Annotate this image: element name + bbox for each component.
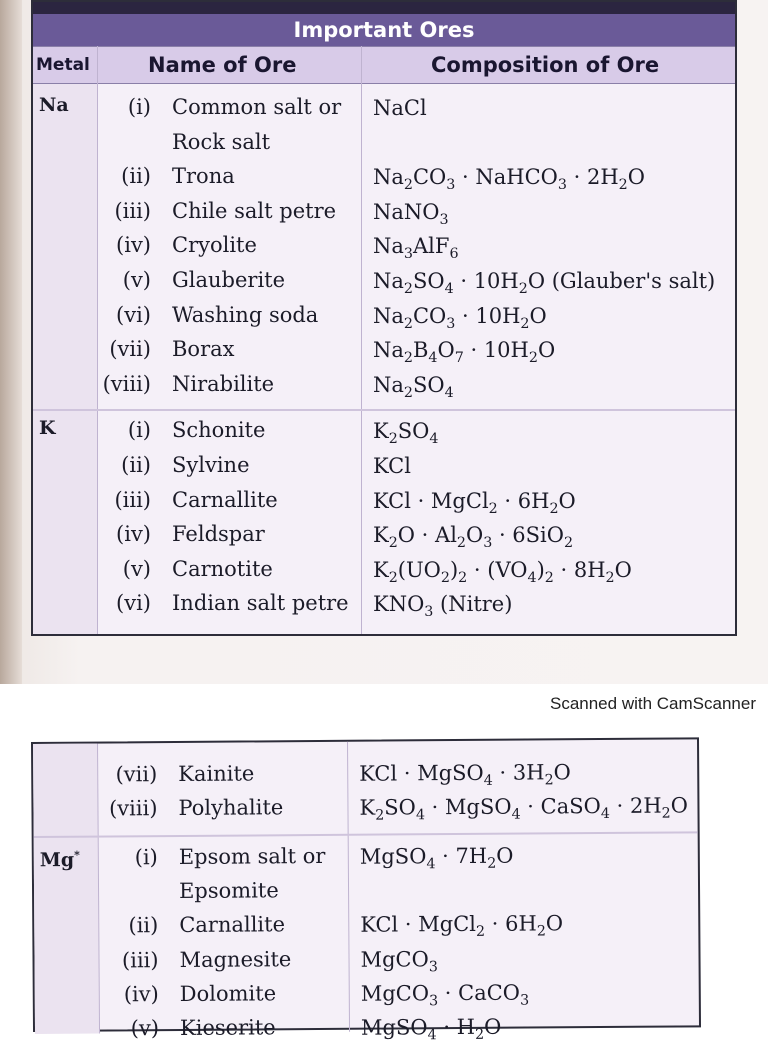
table-top-band bbox=[33, 2, 735, 14]
ore-composition: $K_2SO_4$ bbox=[373, 419, 439, 448]
table-title: Important Ores bbox=[33, 14, 735, 46]
ore-name: Trona bbox=[172, 164, 235, 189]
table-header-row bbox=[33, 46, 735, 84]
row-number: (vi) bbox=[116, 591, 151, 616]
ore-name: Borax bbox=[172, 337, 235, 362]
column-divider bbox=[347, 742, 350, 1032]
ore-name: Carnallite bbox=[179, 912, 286, 938]
ore-name: Indian salt petre bbox=[172, 591, 349, 616]
ore-composition: MgSO$_4$ · $H_2O$ bbox=[360, 1014, 502, 1044]
ore-composition: MgCO$_3$ · CaCO$_3$ bbox=[360, 980, 530, 1010]
ore-composition: KCl · MgCl$_2$ · $6H_2O$ bbox=[373, 488, 576, 517]
header-metal: Metal bbox=[36, 55, 90, 75]
header-composition: Composition of Ore bbox=[431, 53, 660, 77]
ore-composition: $K_2(UO_2)_2 \cdot (VO_4)_2 \cdot 8H_2O$ bbox=[373, 557, 632, 586]
ore-composition: $KNO_3$ (Nitre) bbox=[373, 592, 513, 621]
ore-composition: $Na_2SO_4$ bbox=[373, 372, 454, 401]
row-number: (i) bbox=[127, 418, 151, 443]
ore-composition: $Na_2SO_4 \cdot 10H_2O$ (Glauber's salt) bbox=[373, 269, 716, 297]
row-number: (viii) bbox=[108, 796, 158, 821]
row-number: (iv) bbox=[123, 981, 159, 1007]
group-separator bbox=[33, 409, 735, 411]
row-number: (i) bbox=[127, 95, 151, 119]
row-number: (viii) bbox=[102, 371, 151, 396]
ore-name: Carnallite bbox=[172, 487, 278, 512]
row-number: (v) bbox=[130, 1016, 160, 1041]
ore-name: Cryolite bbox=[172, 233, 257, 258]
group-separator bbox=[34, 831, 698, 838]
row-number: (vii) bbox=[115, 762, 158, 787]
column-divider bbox=[361, 46, 362, 634]
ore-composition: KCl · MgSO$_4$ · $3H_2O$ bbox=[359, 760, 571, 789]
ore-composition: MgCO$_3$ bbox=[360, 946, 438, 975]
ore-name: Kieserite bbox=[179, 1015, 276, 1041]
row-number: (ii) bbox=[128, 913, 159, 938]
row-number: (iii) bbox=[121, 947, 159, 972]
ore-composition: NaNO$_3$ bbox=[373, 199, 449, 228]
row-number: (i) bbox=[134, 844, 158, 869]
ore-name: Schonite bbox=[172, 418, 266, 443]
page-edge-shadow bbox=[0, 0, 22, 684]
ore-name: Polyhalite bbox=[178, 795, 284, 821]
ore-name: Washing soda bbox=[172, 302, 319, 327]
ore-name: Nirabilite bbox=[172, 371, 275, 396]
row-number: (iii) bbox=[114, 198, 151, 223]
ore-composition: $Na_2CO_3 \cdot 10H_2O$ bbox=[373, 303, 547, 332]
ore-name: Kainite bbox=[178, 761, 255, 786]
ore-name: Dolomite bbox=[179, 981, 277, 1006]
ores-table-continued bbox=[31, 737, 701, 1044]
row-number: (iii) bbox=[114, 487, 151, 512]
ore-name: Sylvine bbox=[172, 453, 250, 477]
ore-name: Epsomite bbox=[178, 878, 279, 903]
row-number: (vii) bbox=[109, 337, 151, 362]
ore-name: Chile salt petre bbox=[172, 198, 337, 223]
header-name-of-ore: Name of Ore bbox=[148, 53, 297, 77]
ore-composition: $Na_2B_4O_7 \cdot 10H_2O$ bbox=[373, 338, 556, 367]
ore-name: Epsom salt or bbox=[178, 843, 326, 869]
row-number: (iv) bbox=[116, 233, 151, 258]
ore-name: Carnotite bbox=[172, 556, 273, 581]
row-number: (iv) bbox=[116, 522, 151, 547]
ore-composition: MgSO$_4$ · $7H_2O$ bbox=[359, 843, 514, 872]
ore-composition: NaCl bbox=[373, 96, 427, 120]
row-number: (vi) bbox=[116, 302, 151, 327]
ore-composition: KCl · MgCl$_2$ · $6H_2O$ bbox=[360, 911, 564, 941]
metal-label: Mg* bbox=[39, 848, 80, 871]
ore-composition: KCl bbox=[373, 454, 411, 478]
ore-composition: $K_2O \cdot Al_2O_3 \cdot 6SiO_2$ bbox=[373, 523, 574, 552]
row-number: (v) bbox=[122, 556, 151, 581]
ore-composition: $Na_2CO_3$ · NaHCO$_3$ · $2H_2O$ bbox=[373, 165, 645, 194]
ores-table bbox=[31, 0, 737, 636]
row-number: (ii) bbox=[121, 453, 151, 477]
metal-label: K bbox=[39, 417, 56, 440]
ore-name: Rock salt bbox=[172, 129, 271, 154]
metal-label: Na bbox=[39, 94, 69, 116]
row-number: (ii) bbox=[121, 164, 151, 189]
row-number: (v) bbox=[122, 268, 151, 292]
ore-name: Magnesite bbox=[179, 946, 292, 972]
ore-composition: $Na_3AlF_6$ bbox=[373, 234, 459, 263]
ore-name: Glauberite bbox=[172, 268, 286, 292]
ore-name: Feldspar bbox=[172, 522, 265, 547]
ore-composition: $K_2SO_4$ · MgSO$_4$ · CaSO$_4$ · $2H_2O$ bbox=[359, 793, 688, 824]
ore-name: Common salt or bbox=[172, 95, 342, 119]
scanner-watermark: Scanned with CamScanner bbox=[549, 694, 756, 713]
